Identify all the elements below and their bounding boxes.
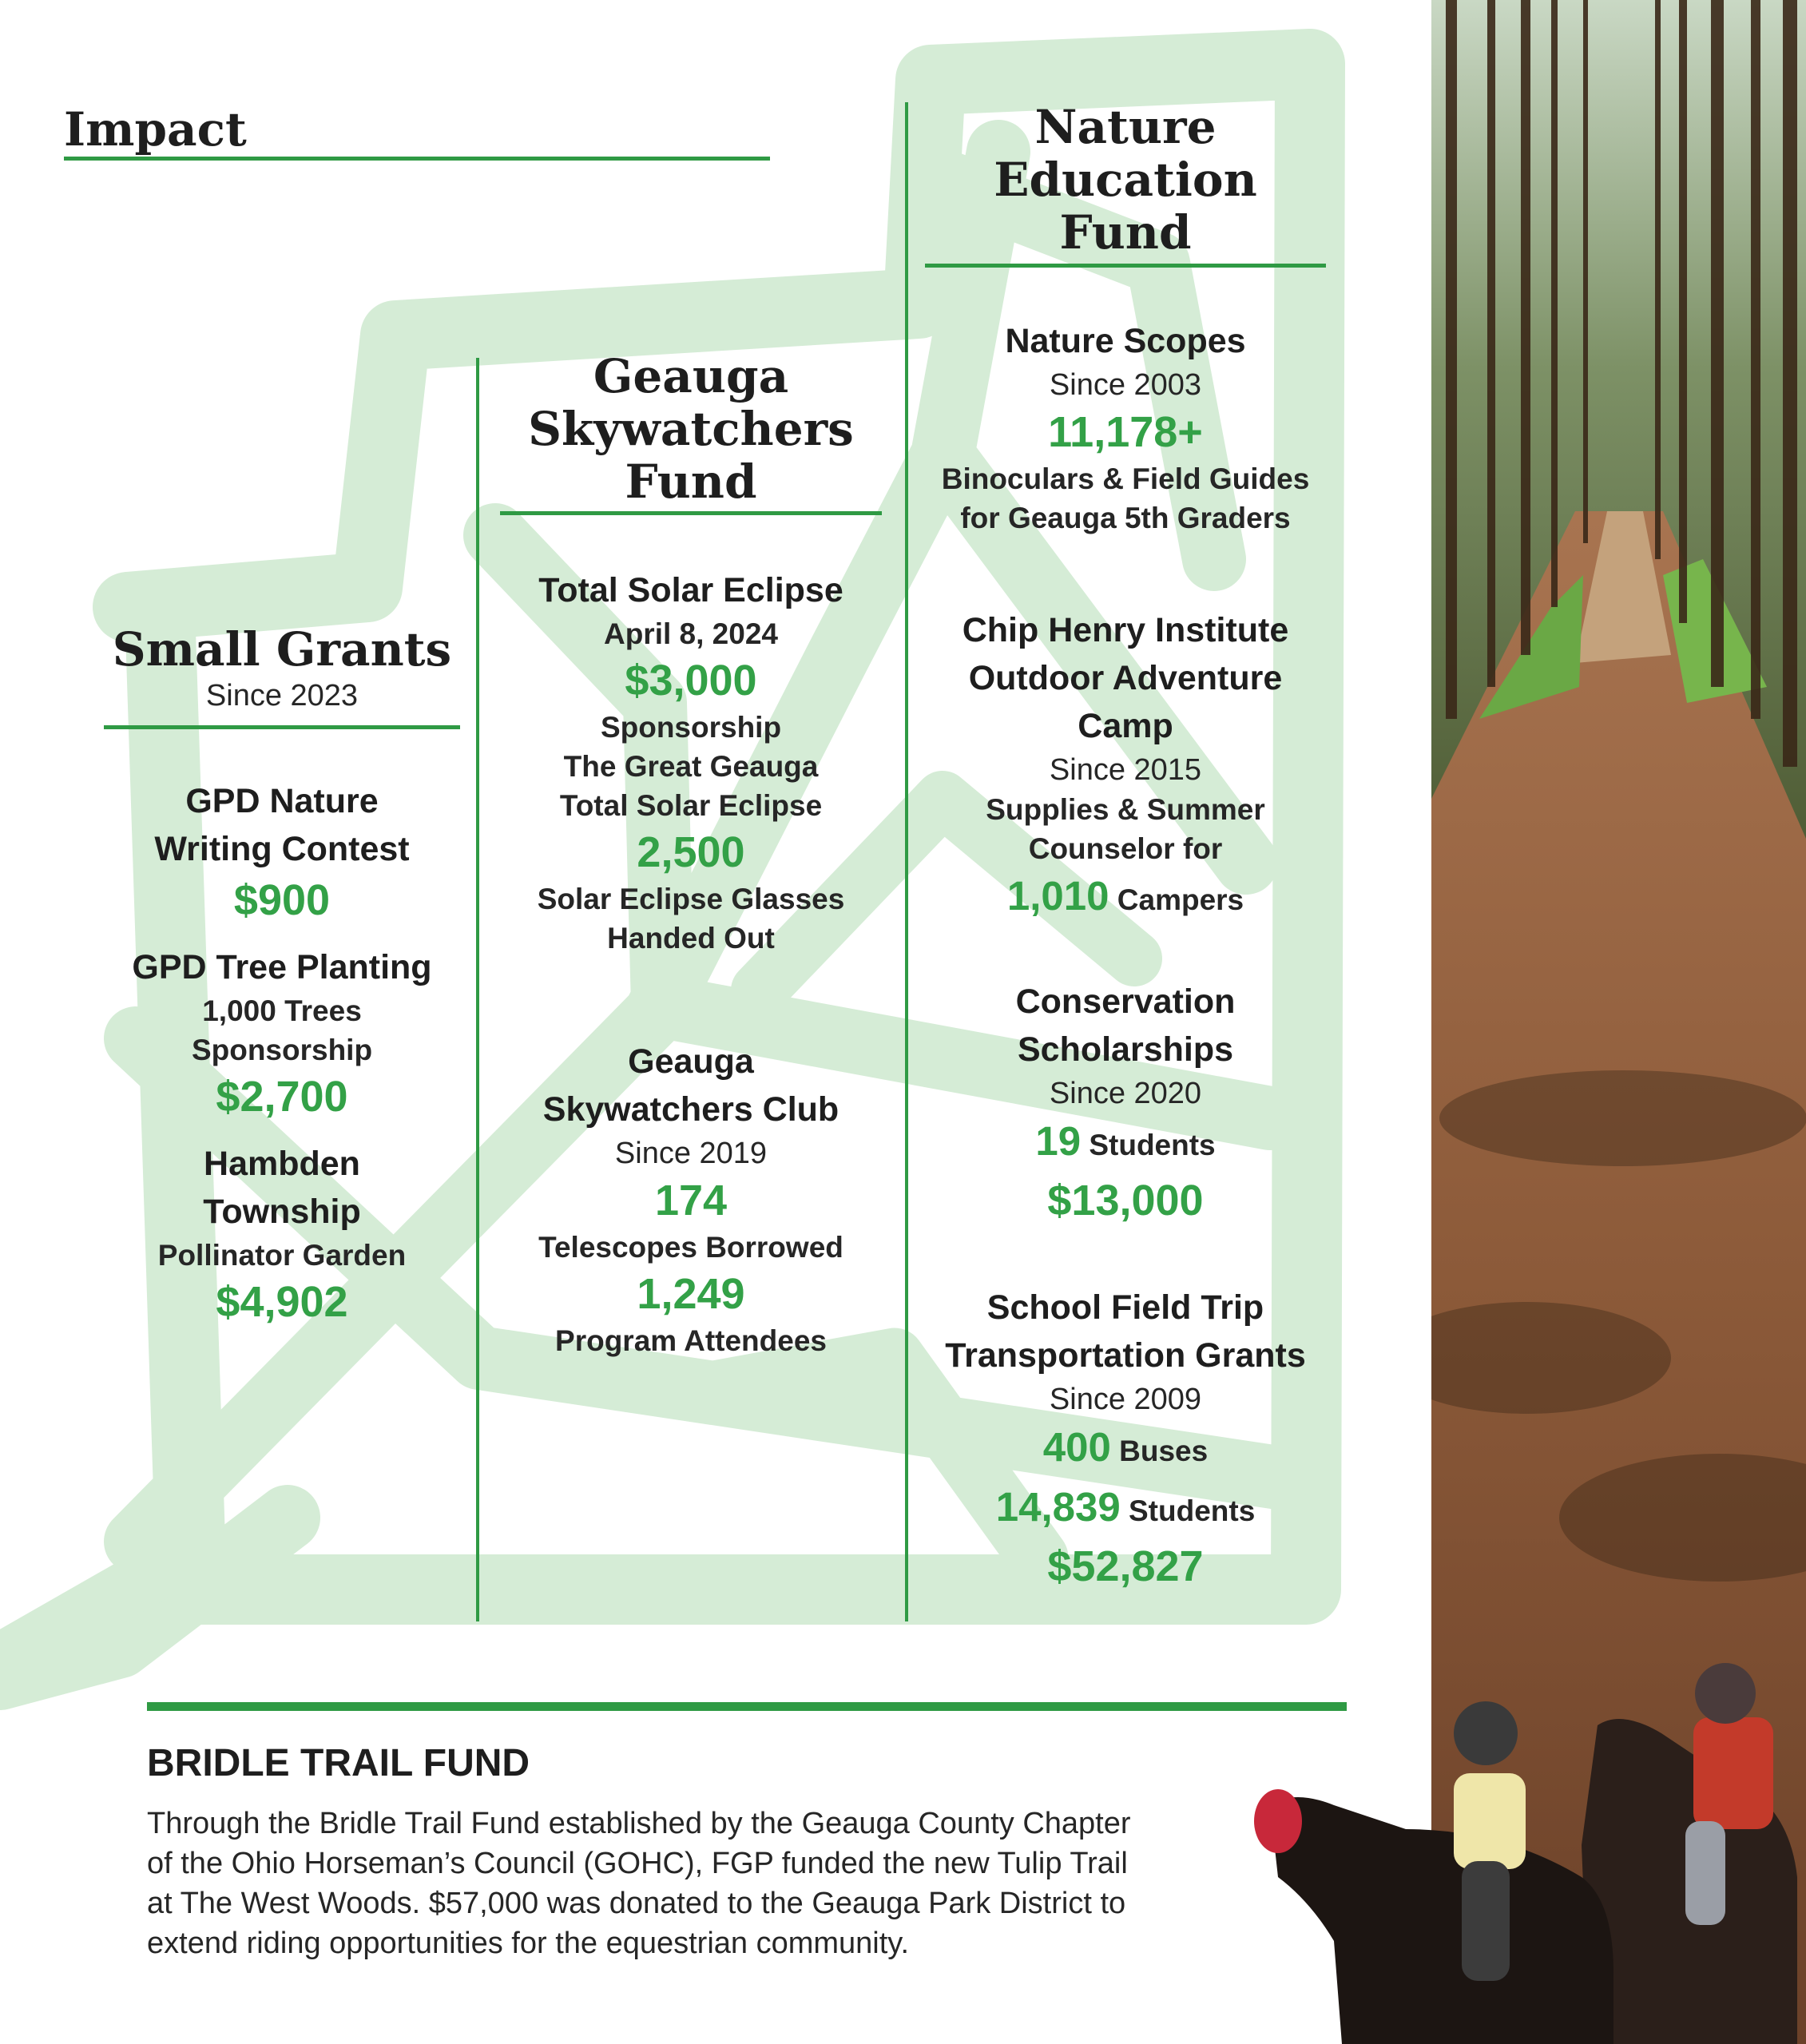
bridle-trail-line: at The West Woods. $57,000 was donated to the Geauga Park District to: [147, 1887, 1126, 1920]
camp-detail: Supplies & Summer: [986, 793, 1265, 826]
bridle-trail-line: Through the Bridle Trail Fund established by the Geauga County Chapter: [147, 1807, 1131, 1840]
skywatchers-column: [500, 350, 882, 1360]
scholarship-students-label: Students: [1089, 1129, 1216, 1161]
nature-education-title: Fund: [1059, 205, 1192, 260]
small-grants-since: Since 2023: [205, 679, 359, 712]
attendees-count: 1,249: [637, 1270, 745, 1318]
eclipse-title: Total Solar Eclipse: [538, 571, 843, 609]
glasses-count: 2,500: [637, 828, 745, 876]
camp-detail: Counselor for: [1028, 832, 1223, 865]
grant-name: GPD Tree Planting: [132, 948, 432, 986]
grant-amount: $2,700: [216, 1073, 348, 1121]
horseback-riders-photo: [1246, 1637, 1806, 2044]
scopes-since: Since 2003: [1049, 368, 1202, 402]
field-trip-amount: $52,827: [1047, 1542, 1204, 1590]
eclipse-detail: The Great Geauga: [563, 750, 819, 783]
scholarships-amount: $13,000: [1047, 1177, 1204, 1224]
bridle-trail-title: BRIDLE TRAIL FUND: [147, 1742, 530, 1784]
field-trip-students-stat: [925, 1479, 1326, 1539]
club-title: Geauga: [628, 1042, 754, 1081]
scholarships-title: Scholarships: [1017, 1030, 1234, 1069]
scholarships-title: Conservation: [1015, 982, 1236, 1021]
telescopes-label: Telescopes Borrowed: [538, 1231, 843, 1264]
glasses-label: Handed Out: [607, 922, 775, 955]
field-trip-students-label: Students: [1129, 1494, 1256, 1527]
campers-label: Campers: [1117, 883, 1244, 916]
bridle-trail-body: [147, 1804, 1233, 1963]
campers-stat: [925, 868, 1326, 928]
scholarship-students-count: 19: [1035, 1118, 1082, 1164]
camp-title: Outdoor Adventure: [968, 659, 1283, 697]
nature-education-column: [925, 101, 1326, 1594]
scopes-detail: for Geauga 5th Graders: [960, 502, 1291, 534]
bridle-trail-line: of the Ohio Horseman’s Council (GOHC), FGP funded the new Tulip Trail: [147, 1847, 1128, 1880]
buses-stat: [925, 1419, 1326, 1479]
skywatchers-title: Fund: [625, 454, 757, 509]
column-divider-right: [905, 102, 908, 1621]
column-divider-left: [476, 358, 479, 1621]
buses-count: 400: [1042, 1424, 1111, 1470]
skywatchers-title: Skywatchers: [528, 402, 854, 456]
glasses-label: Solar Eclipse Glasses: [537, 883, 845, 915]
eclipse-date: April 8, 2024: [603, 617, 778, 650]
grant-detail: Pollinator Garden: [157, 1239, 407, 1272]
skywatchers-title: Geauga: [593, 349, 789, 403]
camp-title: Chip Henry Institute: [962, 611, 1289, 649]
title-underline: [64, 157, 770, 161]
grant-detail: 1,000 Trees: [202, 994, 362, 1027]
scopes-detail: Binoculars & Field Guides: [941, 462, 1310, 495]
grant-name: Writing Contest: [154, 830, 410, 868]
bridle-trail-line: extend riding opportunities for the equestrian community.: [147, 1927, 910, 1960]
scopes-count: 11,178+: [1048, 408, 1203, 456]
scopes-title: Nature Scopes: [1005, 322, 1246, 360]
eclipse-amount: $3,000: [625, 657, 757, 704]
nature-education-title: Nature Education: [994, 100, 1257, 207]
club-since: Since 2019: [614, 1137, 768, 1170]
bridle-trail-divider: [147, 1702, 1347, 1711]
attendees-label: Program Attendees: [555, 1324, 827, 1357]
small-grants-title: Small Grants: [112, 622, 452, 677]
grant-detail: Sponsorship: [191, 1034, 373, 1066]
telescopes-count: 174: [654, 1177, 728, 1224]
field-trip-title: Transportation Grants: [945, 1336, 1306, 1375]
page-title: Impact: [64, 102, 247, 157]
small-grants-column: [104, 623, 460, 1329]
grant-name: Hambden: [204, 1145, 360, 1183]
grant-amount: $900: [233, 876, 331, 924]
eclipse-detail: Total Solar Eclipse: [559, 789, 823, 822]
grant-amount: $4,902: [216, 1278, 348, 1326]
field-trip-since: Since 2009: [1049, 1383, 1202, 1416]
campers-count: 1,010: [1006, 873, 1109, 919]
club-title: Skywatchers Club: [542, 1090, 839, 1129]
scholarship-students-stat: [925, 1113, 1326, 1173]
scholarships-since: Since 2020: [1049, 1077, 1202, 1110]
grant-name: GPD Nature: [185, 782, 379, 820]
camp-since: Since 2015: [1049, 753, 1202, 787]
field-trip-title: School Field Trip: [986, 1288, 1264, 1327]
grant-name: Township: [203, 1193, 361, 1231]
camp-title: Camp: [1078, 707, 1173, 745]
field-trip-students-count: 14,839: [995, 1484, 1121, 1530]
eclipse-detail: Sponsorship: [600, 711, 782, 744]
buses-label: Buses: [1119, 1435, 1209, 1467]
